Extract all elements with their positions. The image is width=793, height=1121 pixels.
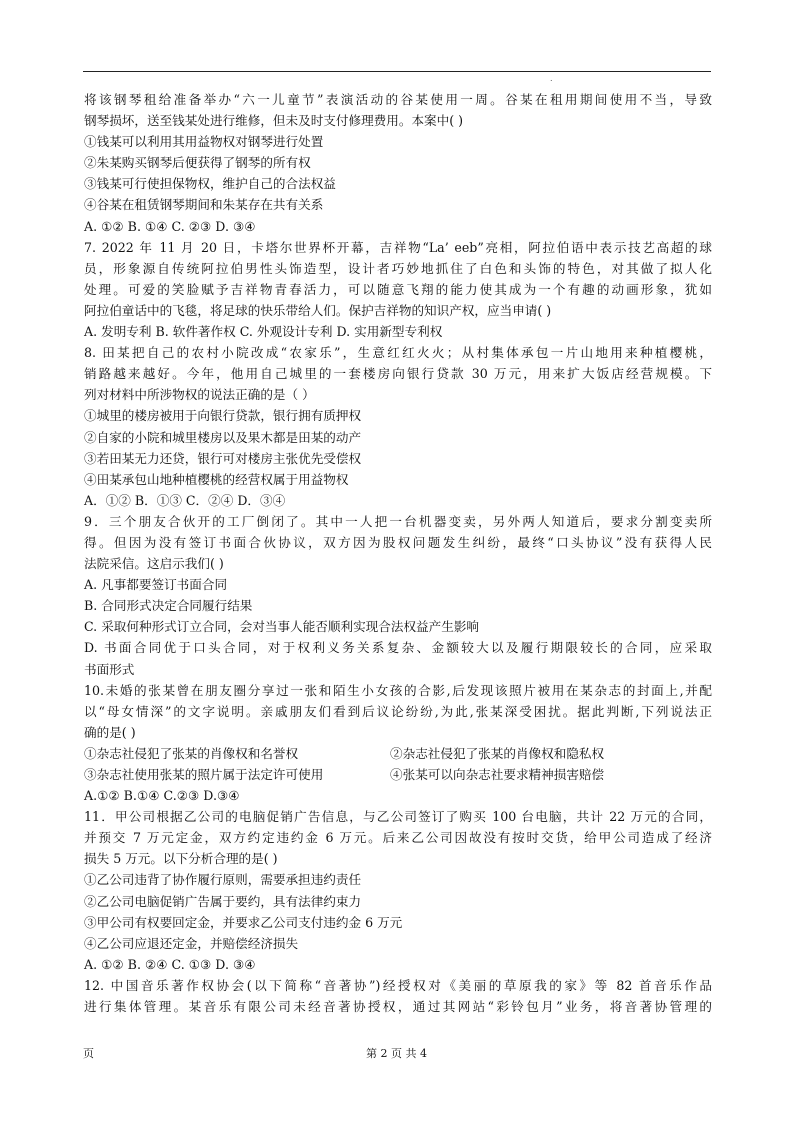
option-line: ①杂志社侵犯了张某的肖像权和名誉权	[84, 745, 299, 761]
question-line: 员，形象源自传统阿拉伯男性头饰造型，设计者巧妙地抓住了白色和头饰的特色，对其做了拟人化	[84, 260, 712, 276]
question-line: 10.未婚的张某曾在朋友圈分享过一张和陌生小女孩的合影,后发现该照片被用在某杂志的封面上,并配	[84, 682, 712, 698]
option-line: A. 凡事都要签订书面合同	[84, 577, 228, 593]
question-12	[84, 975, 712, 1017]
question-line: 进行集体管理。某音乐有限公司未经音著协授权，通过其网站“彩铃包月”业务，将音著协管理的	[84, 999, 712, 1015]
option-line: 书面形式	[84, 661, 135, 677]
question-line: 11．甲公司根据乙公司的电脑促销广告信息，与乙公司签订了购买 100 台电脑，共计 22 万元的合同，	[84, 809, 712, 825]
question-line: 确的是( )	[84, 724, 136, 740]
option-line: B. 合同形式决定合同履行结果	[84, 598, 253, 614]
option-line: ②杂志社侵犯了张某的肖像权和隐私权	[390, 745, 605, 761]
option-line: ③钱某可行使担保物权，维护自己的合法权益	[84, 176, 336, 192]
option-row	[84, 764, 712, 785]
answer-choices: A. ①② B. ①④ C. ②③ D. ③④	[84, 218, 256, 234]
question-line: 销路越来越好。今年，他用自己城里的一套楼房向银行贷款 30 万元，用来扩大饭店经营规模。下	[84, 366, 712, 382]
question-8	[84, 342, 712, 511]
question-11	[84, 806, 712, 975]
question-line: 将该钢琴租给准备举办“六一儿童节”表演活动的谷某使用一周。谷某在租用期间使用不当，导致	[84, 92, 712, 107]
answer-choices: A.①② B.①④ C.②③ D.③④	[84, 788, 240, 804]
option-line: ①城里的楼房被用于向银行贷款，银行拥有质押权	[84, 408, 362, 424]
question-line: 12. 中国音乐著作权协会(以下简称“音著协”)经授权对《美丽的草原我的家》等 82 首音乐作品	[84, 977, 712, 993]
option-line: C. 采取何种形式订立合同，会对当事人能否顺利实现合法权益产生影响	[84, 619, 480, 635]
question-10	[84, 680, 712, 807]
option-line: ①乙公司违背了协作履行原则，需要承担违约责任	[84, 872, 362, 888]
option-line: ③甲公司有权要回定金，并要求乙公司支付违约金 6 万元	[84, 914, 403, 930]
question-line: 列对材料中所涉物权的说法正确的是（ ）	[84, 387, 315, 403]
header-rule	[83, 71, 711, 72]
option-line: ④谷某在租赁钢琴期间和朱某存在共有关系	[84, 197, 324, 213]
option-line: ②乙公司电脑促销广告属于要约，具有法律约束力	[84, 893, 362, 909]
question-line: 法院采信。这启示我们( )	[84, 556, 224, 572]
document-body	[84, 89, 712, 1017]
question-7	[84, 237, 712, 342]
question-line: 阿拉伯童话中的飞毯，将足球的快乐带给人们。保护吉祥物的知识产权，应当申请( )	[84, 302, 552, 318]
footer-left-text: 页	[83, 1047, 94, 1060]
question-line: 9．三个朋友合伙开的工厂倒闭了。其中一人把一台机器变卖，另外两人知道后，要求分割变卖所	[84, 513, 712, 529]
answer-choices: A．①② B．①③ C．②④ D．③④	[84, 492, 286, 508]
question-line: 以“母女情深”的文字说明。亲戚朋友们看到后议论纷纷,为此,张某深受困扰。据此判断,下列说法正	[84, 703, 712, 719]
option-line: ③若田某无力还贷，银行可对楼房主张优先受偿权	[84, 450, 362, 466]
page-number: 第 2 页 共 4	[366, 1047, 427, 1060]
option-line: ③杂志社使用张某的照片属于法定许可使用	[84, 767, 324, 782]
answer-choices: A. 发明专利 B. 软件著作权 C. 外观设计专利 D. 实用新型专利权	[84, 324, 443, 340]
option-line: ①钱某可以利用其用益物权对钢琴进行处置	[84, 134, 324, 150]
question-6-continuation	[84, 89, 712, 237]
question-line: 7. 2022 年 11 月 20 日，卡塔尔世界杯开幕，吉祥物“La’ eeb”亮相，阿拉伯语中表示技艺高超的球	[84, 239, 712, 255]
option-line: D. 书面合同优于口头合同，对于权利义务关系复杂、金额较大以及履行期限较长的合同，应采取	[84, 640, 712, 656]
option-line: ④田某承包山地种植樱桃的经营权属于用益物权	[84, 471, 349, 487]
option-line: ②自家的小院和城里楼房以及果木都是田某的动产	[84, 429, 362, 445]
answer-choices: A. ①② B. ②④ C. ①③ D. ③④	[84, 956, 256, 972]
option-line: ④乙公司应退还定金，并赔偿经济损失	[84, 935, 299, 951]
header-dot-mark: .	[550, 74, 553, 83]
option-line: ②朱某购买钢琴后便获得了钢琴的所有权	[84, 155, 311, 171]
option-row	[84, 743, 712, 764]
option-line: ④张某可以向杂志社要求精神损害赔偿	[390, 767, 605, 782]
question-line: 损失 5 万元。以下分析合理的是( )	[84, 851, 278, 867]
question-line: 处理。可爱的笑脸赋予吉祥物青春活力，可以随意飞翔的能力使其成为一个有趣的动画形象，犹如	[84, 281, 712, 297]
question-line: 并预交 7 万元定金，双方约定违约金 6 万元。后来乙公司因故没有按时交货，给甲公司造成了经济	[84, 830, 712, 846]
question-line: 钢琴损坏，送至钱某处进行维修，但未及时支付修理费用。本案中( )	[84, 113, 464, 129]
question-line: 得。但因为没有签订书面合伙协议，双方因为股权问题发生纠纷，最终“口头协议”没有获得人民	[84, 534, 712, 550]
question-9	[84, 511, 712, 680]
question-line: 8. 田某把自己的农村小院改成“农家乐”，生意红红火火；从村集体承包一片山地用来种植樱桃，	[84, 345, 712, 361]
